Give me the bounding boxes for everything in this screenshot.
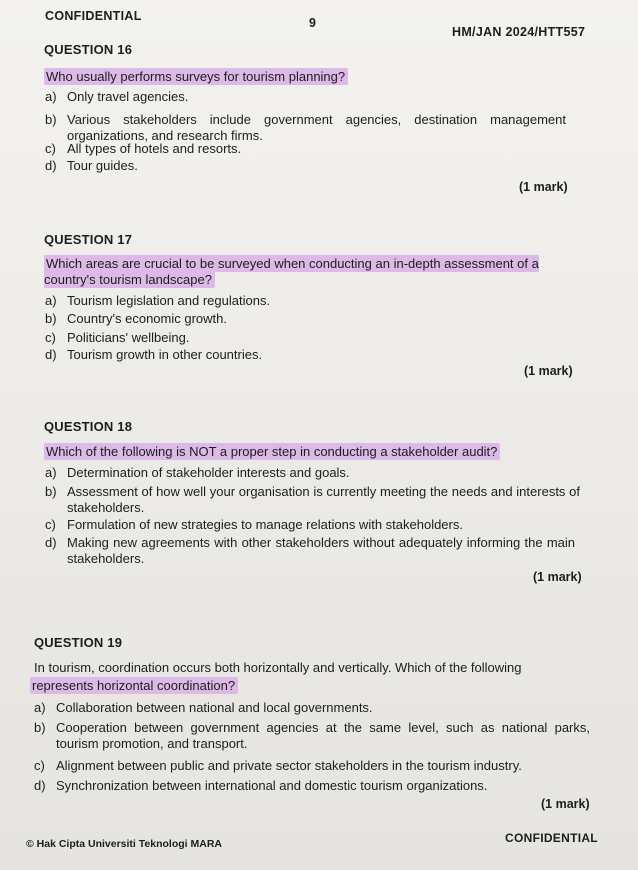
option-d — [34, 778, 590, 794]
footer-confidential: CONFIDENTIAL — [505, 831, 598, 845]
option-label: b) — [45, 484, 57, 499]
option-text: Making new agreements with other stakeholders without adequately informing the main stakeholders. — [67, 535, 575, 566]
option-text: Determination of stakeholder interests and goals. — [67, 465, 350, 480]
option-text: Tourism legislation and regulations. — [67, 293, 271, 308]
option-b — [45, 112, 566, 144]
option-label: a) — [45, 89, 57, 104]
option-label: a) — [45, 465, 57, 480]
option-d — [45, 158, 565, 174]
option-text: Collaboration between national and local governments. — [56, 700, 373, 715]
page-number: 9 — [309, 16, 317, 30]
option-d — [45, 347, 565, 363]
option-b — [45, 311, 565, 327]
option-d — [45, 535, 575, 567]
highlighted-stem: Which areas are crucial to be surveyed when conducting an in-depth assessment of a country's tourism landscape? — [44, 256, 539, 287]
option-text: Alignment between public and private sector stakeholders in the tourism industry. — [56, 758, 522, 773]
option-c — [34, 758, 590, 774]
option-label: d) — [45, 158, 57, 173]
option-label: d) — [34, 778, 46, 793]
option-text: Cooperation between government agencies at the same level, such as national parks, tourism promotion, and transport. — [56, 720, 590, 751]
question-title: QUESTION 17 — [44, 232, 133, 247]
question-stem — [44, 256, 574, 288]
question-stem — [44, 69, 584, 85]
option-text: Various stakeholders include government agencies, destination management organizations, and research firms. — [67, 112, 566, 143]
option-text: Synchronization between international and domestic tourism organizations. — [56, 778, 488, 793]
option-a — [34, 700, 590, 716]
mark-label: (1 mark) — [541, 797, 590, 811]
option-label: c) — [45, 330, 56, 345]
highlighted-stem: represents horizontal coordination? — [30, 677, 238, 694]
option-text: Tourism growth in other countries. — [67, 347, 263, 362]
option-label: d) — [45, 347, 57, 362]
option-label: a) — [34, 700, 46, 715]
option-label: b) — [45, 112, 57, 127]
header-confidential: CONFIDENTIAL — [45, 9, 142, 23]
mark-label: (1 mark) — [524, 364, 573, 378]
option-b — [45, 484, 580, 516]
option-c — [45, 517, 575, 533]
highlighted-stem: Who usually performs surveys for tourism planning? — [44, 68, 348, 85]
option-a — [45, 293, 565, 309]
question-stem-line2 — [30, 678, 238, 694]
option-text: Assessment of how well your organisation is currently meeting the needs and interests of stakeholders. — [67, 484, 580, 515]
paper-code: HM/JAN 2024/HTT557 — [452, 25, 586, 39]
highlighted-stem: Which of the following is NOT a proper step in conducting a stakeholder audit? — [44, 443, 500, 460]
option-label: c) — [45, 141, 56, 156]
option-label: c) — [34, 758, 45, 773]
question-stem-line1: In tourism, coordination occurs both horizontally and vertically. Which of the following — [34, 660, 522, 675]
option-text: Politicians' wellbeing. — [67, 330, 190, 345]
option-text: Country's economic growth. — [67, 311, 227, 326]
option-label: d) — [45, 535, 57, 550]
copyright-footer: © Hak Cipta Universiti Teknologi MARA — [26, 838, 222, 850]
mark-label: (1 mark) — [533, 570, 582, 584]
option-c — [45, 330, 565, 346]
option-text: All types of hotels and resorts. — [67, 141, 242, 156]
option-a — [45, 89, 565, 105]
question-title: QUESTION 18 — [44, 419, 133, 434]
question-title: QUESTION 16 — [44, 42, 133, 57]
question-stem — [44, 444, 589, 460]
option-b — [34, 720, 590, 752]
question-title: QUESTION 19 — [34, 635, 123, 650]
option-a — [45, 465, 575, 481]
option-label: a) — [45, 293, 57, 308]
mark-label: (1 mark) — [519, 180, 568, 194]
option-text: Formulation of new strategies to manage relations with stakeholders. — [67, 517, 463, 532]
option-c — [45, 141, 565, 157]
option-label: b) — [34, 720, 46, 735]
option-text: Tour guides. — [67, 158, 138, 173]
option-label: c) — [45, 517, 56, 532]
option-text: Only travel agencies. — [67, 89, 189, 104]
option-label: b) — [45, 311, 57, 326]
